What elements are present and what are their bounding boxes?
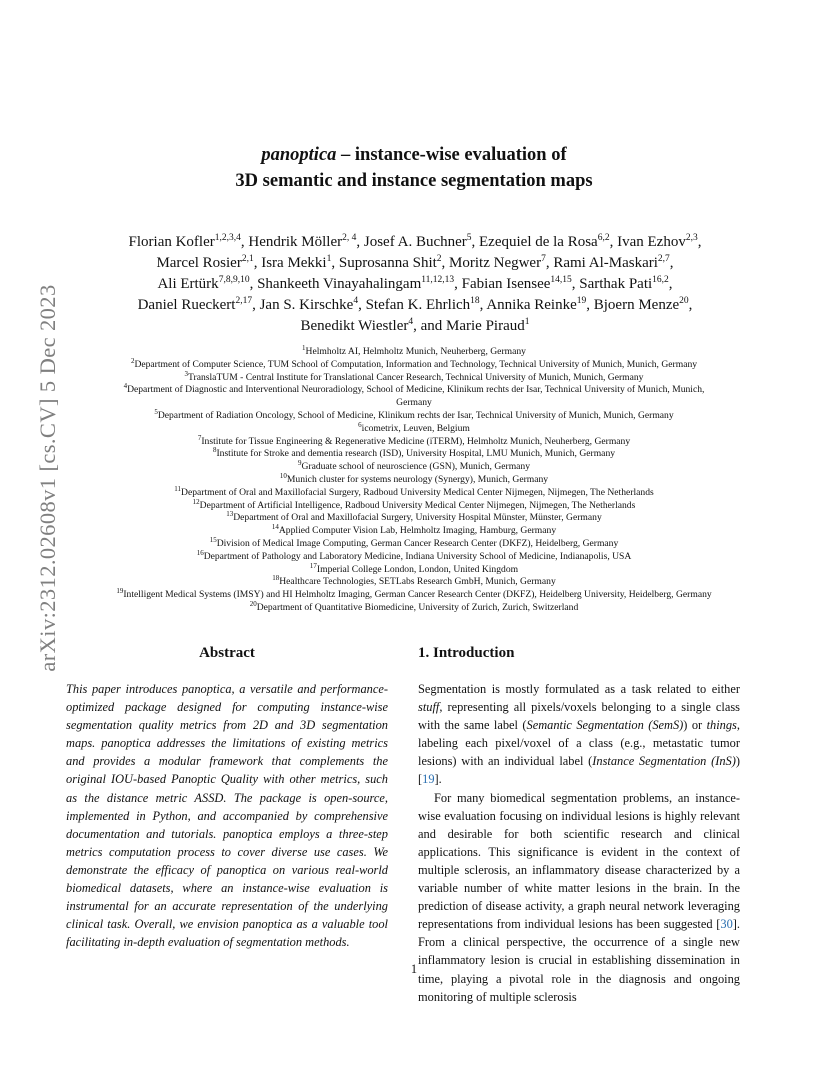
affiliation-line [40, 586, 788, 602]
affiliation-line [40, 512, 788, 525]
affiliation-number: 8 [212, 446, 217, 455]
author [129, 234, 241, 250]
affiliation-list [40, 343, 788, 615]
affiliation-number: 4 [123, 382, 128, 391]
author-name: Bjoern Menze [593, 297, 680, 313]
affiliation-text: Healthcare Technologies, SETLabs Research GmbH, Munich, Germany [279, 576, 556, 588]
affiliation-text: Department of Computer Science, TUM School of Computation, Information and Technology, Technical University of Munich, Munich, Germany [134, 358, 698, 370]
affiliation-number: 9 [297, 458, 302, 467]
author [339, 255, 442, 271]
author-affiliation-marks: 4 [353, 296, 359, 306]
affiliation-line [40, 343, 788, 359]
introduction-column [418, 645, 740, 1006]
affiliation-number: 3 [184, 369, 189, 378]
affiliation-line [40, 384, 788, 397]
affiliation-line [40, 548, 788, 564]
author-name: Isra Mekki [261, 255, 327, 271]
author-name: Fabian Isensee [461, 276, 551, 292]
author-name: Benedikt Wiestler [300, 318, 409, 334]
text-run: ]. [434, 772, 442, 787]
author-name: Moritz Negwer [449, 255, 542, 271]
affiliation-line [40, 522, 788, 538]
author [364, 234, 472, 250]
author-affiliation-marks: 2,17 [235, 296, 253, 306]
author-affiliation-marks: 1 [326, 254, 332, 264]
author [594, 297, 689, 313]
text-run: , representing all pixels/voxels belonging to a single class with the same label ( [418, 700, 740, 733]
author [156, 255, 253, 271]
introduction-heading: 1. Introduction [418, 645, 515, 661]
author-name: Shankeeth Vinayahalingam [257, 276, 422, 292]
author-affiliation-marks: 2, 4 [342, 233, 357, 243]
affiliation-text: TranslaTUM - Central Institute for Translational Cancer Research, Technical University of Munich, Munich, Germany [188, 371, 644, 383]
author-affiliation-marks: 2,7 [657, 254, 670, 264]
title-line2: 3D semantic and instance segmentation maps [235, 171, 593, 191]
author-name: Marcel Rosier [156, 255, 242, 271]
affiliation-number: 20 [249, 599, 257, 608]
affiliation-text: Department of Pathology and Laboratory Medicine, Indiana University School of Medicine, Indianapolis, USA [203, 550, 632, 562]
affiliation-line [40, 484, 788, 500]
author-affiliation-marks: 20 [679, 296, 689, 306]
affiliation-line [40, 420, 788, 436]
text-run: ) or [683, 718, 707, 733]
author-affiliation-marks: 2 [436, 254, 442, 264]
text-run: For many biomedical segmentation problems, an instance-wise evaluation focusing on individual lesions is highly relevant and desirable for both scientific research and clinical applications. This significance is evident in the context of multiple sclerosis, an inflammatory disease characterized by a variable number of white matter lesions in the brain. In the prediction of disease activity, a graph neural network leveraging representations from individual lesions has been suggested [ [418, 790, 740, 932]
affiliation-line [40, 433, 788, 449]
affiliation-line [40, 407, 788, 423]
abstract-heading: Abstract [199, 645, 255, 661]
author [157, 276, 249, 292]
affiliation-number: 1 [302, 343, 306, 352]
author-name: Hendrik Möller [248, 234, 343, 250]
abstract-column [66, 645, 388, 951]
author [261, 255, 331, 271]
term-semantic-segmentation: Semantic Segmentation (SemS) [526, 718, 684, 733]
author-affiliation-marks: 16,2 [652, 275, 669, 285]
author-affiliation-marks: 14,15 [550, 275, 572, 285]
arxiv-stamp: arXiv:2312.02608v1 [cs.CV] 5 Dec 2023 [35, 284, 60, 672]
author-affiliation-marks: 11,12,13 [421, 275, 455, 285]
term-instance-segmentation: Instance Segmentation (InS) [592, 754, 736, 769]
author-name: Sarthak Pati [579, 276, 653, 292]
author-name: Rami Al-Maskari [553, 255, 658, 271]
affiliation-text: Helmholtz AI, Helmholtz Munich, Neuherberg, Germany [305, 346, 526, 357]
author-list: Florian Kofler$^{1,2,3,4}$, Hendrik Möller$^{2, 4}$, Josef A. Buchner$^5$, Ezequiel de la Rosa$^{6,2}$, Ivan Ezhov$^{2,3}$, Marcel Rosier$^{2,1}$, Isra Mekki$^1$, Suprosanna Shit$^2$, Moritz Negwer$^7$, Rami Al-Maskari$^{2,7}$, Ali Ertürk$^{7,8,9,10}$, Shankeeth Vinayahalingam$^{11,12,13}$, Fabian Isensee$^{14,15}$, Sarthak Pati$^{16,2}$, Daniel Rueckert$^{2,17}$, Jan S. Kirschke$^4$, Stefan K. Ehrlich$^{18}$, Annika Reinke$^{19}$, Bjoern Menze$^{20}$, Benedikt Wiestler$^4$, and Marie Piraud$^1$ [128, 233, 702, 334]
term-things: things [706, 718, 737, 733]
author-affiliation-marks: 2,3 [685, 233, 698, 243]
affiliation-number: 16 [196, 548, 204, 557]
author-affiliation-marks: 2,1 [241, 254, 254, 264]
affiliation-number: 17 [309, 561, 317, 570]
author [366, 297, 480, 313]
affiliation-line [40, 599, 788, 615]
affiliation-number: 19 [116, 586, 124, 595]
affiliation-number: 2 [130, 356, 135, 365]
paper-title [0, 142, 828, 194]
text-run: ) [ [418, 754, 740, 787]
affiliation-number: 12 [192, 497, 200, 506]
author-affiliation-marks: 19 [576, 296, 587, 306]
author-name: Florian Kofler [128, 234, 215, 250]
affiliation-line [40, 576, 788, 589]
affiliation-number: 18 [272, 574, 280, 583]
author-name: Ali Ertürk [157, 276, 219, 292]
author-name: Ivan Ezhov [617, 234, 686, 250]
author-name: Jan S. Kirschke [259, 297, 354, 313]
author [479, 234, 610, 250]
affiliation-line [40, 471, 788, 487]
author [248, 234, 356, 250]
author-name: Suprosanna Shit [338, 255, 437, 271]
affiliation-number: 7 [197, 433, 202, 442]
author [486, 297, 586, 313]
affiliation-text: Division of Medical Image Computing, German Cancer Research Center (DKFZ), Heidelberg, Germany [216, 537, 619, 549]
author [257, 276, 454, 292]
author-affiliation-marks: 5 [466, 233, 472, 243]
affiliation-number: 6 [358, 420, 362, 429]
affiliation-line [40, 448, 788, 461]
affiliation-line [40, 497, 788, 513]
affiliation-text: Department of Oral and Maxillofacial Surgery, Radboud University Medical Center Nijmegen, Nijmegen, The Netherlands [181, 486, 654, 498]
affiliation-text: Imperial College London, London, United Kingdom [316, 563, 519, 575]
author-name: Annika Reinke [486, 297, 577, 313]
author [462, 276, 572, 292]
author-name: Marie Piraud [446, 318, 525, 334]
author-affiliation-marks: 4 [408, 317, 414, 327]
affiliation-number: 11 [174, 484, 182, 493]
author-affiliation-marks: 7,8,9,10 [218, 275, 250, 285]
affiliation-text: Department of Diagnostic and Interventional Neuroradiology, School of Medicine, Klinikum rechts der Isar, Technical University of Munich, Munich, [127, 384, 705, 396]
affiliation-number: 15 [209, 535, 217, 544]
text-run: ]. From a clinical perspective, the occurrence of a single new inflammatory lesion is crucial in establishing dissemination in time, playing a pivotal role in the diagnosis and ongoing monitoring of multiple sclerosis [418, 917, 740, 1004]
author-affiliation-marks: 1 [524, 317, 530, 327]
affiliation-text: Intelligent Medical Systems (IMSY) and HI Helmholtz Imaging, German Cancer Research Center (DKFZ), Heidelberg University, Heidelberg, Germany [123, 589, 712, 601]
author-affiliation-marks: 7 [541, 254, 546, 264]
affiliation-text: Institute for Tissue Engineering & Regenerative Medicine (iTERM), Helmholtz Munich, Neuherberg, Germany [201, 435, 631, 447]
text-run: , labeling each pixel/voxel of a class (e.g., metastatic tumor lesions) with an individual label ( [418, 718, 740, 769]
affiliation-text: Department of Radiation Oncology, School of Medicine, Klinikum rechts der Isar, Technical University of Munich, Munich, Germany [157, 409, 674, 421]
citation-link[interactable]: 19 [422, 772, 435, 787]
author-name: Stefan K. Ehrlich [365, 297, 471, 313]
citation-link[interactable]: 30 [720, 917, 733, 932]
author [138, 297, 253, 313]
affiliation-line [40, 369, 788, 385]
affiliation-line [40, 356, 788, 372]
title-line1-rest: – instance-wise evaluation of [336, 145, 567, 165]
affiliation-number: 13 [226, 510, 234, 519]
author-affiliation-marks: 18 [470, 296, 480, 306]
author-affiliation-marks: 1,2,3,4 [214, 233, 241, 243]
author [301, 318, 414, 334]
affiliation-text: Germany [396, 397, 432, 409]
affiliation-line [40, 458, 788, 474]
affiliation-text: Applied Computer Vision Lab, Helmholtz Imaging, Hamburg, Germany [278, 525, 557, 537]
author [260, 297, 359, 313]
term-stuff: stuff [418, 700, 440, 715]
affiliation-number: 14 [271, 522, 279, 531]
affiliation-line [40, 561, 788, 577]
affiliation-text: Graduate school of neuroscience (GSN), Munich, Germany [301, 461, 531, 473]
affiliation-text: Department of Quantitative Biomedicine, University of Zurich, Zurich, Switzerland [256, 601, 579, 613]
author-affiliation-marks: 6,2 [597, 233, 610, 243]
author [553, 255, 669, 271]
affiliation-number: 10 [279, 471, 287, 480]
author-name: Ezequiel de la Rosa [479, 234, 598, 250]
page-number: 1 [410, 962, 418, 976]
author [617, 234, 698, 250]
author [449, 255, 546, 271]
affiliation-text: Department of Oral and Maxillofacial Surgery, University Hospital Münster, Münster, Germany [233, 512, 602, 524]
author [579, 276, 669, 292]
abstract-text: This paper introduces panoptica, a versatile and performance-optimized package designed for computing instance-wise segmentation quality metrics from 2D and 3D segmentation maps. panoptica addresses the limitations of existing metrics and provides a modular framework that complements the original IOU-based Panoptic Quality with other metrics, such as the distance metric ASSD. The package is open-source, implemented in Python, and accompanied by comprehensive documentation and tutorials. panoptica employs a three-step metrics computation process to cover diverse use cases. We demonstrate the efficacy of panoptica on various real-world biomedical datasets, where an instance-wise evaluation is instrumental for an accurate representation of the underlying clinical task. Overall, we envision panoptica as a valuable tool facilitating in-depth evaluation of segmentation methods. [66, 682, 388, 950]
affiliation-number: 5 [154, 407, 158, 416]
text-run: Segmentation is mostly formulated as a task related to either [418, 682, 740, 696]
affiliation-line [40, 535, 788, 551]
intro-paragraph-1 [418, 680, 740, 789]
affiliation-text: Munich cluster for systems neurology (Synergy), Munich, Germany [286, 473, 549, 485]
affiliation-line [40, 397, 788, 410]
author [446, 318, 529, 334]
affiliation-text: Institute for Stroke and dementia research (ISD), University Hospital, LMU Munich, Munich, Germany [216, 448, 616, 460]
author-name: Josef A. Buchner [363, 234, 467, 250]
affiliation-text: icometrix, Leuven, Belgium [361, 422, 470, 434]
author-name: Daniel Rueckert [137, 297, 236, 313]
title-package-name: panoptica [261, 145, 337, 165]
affiliation-text: Department of Artificial Intelligence, Radboud University Medical Center Nijmegen, Nijmegen, The Netherlands [199, 499, 636, 511]
